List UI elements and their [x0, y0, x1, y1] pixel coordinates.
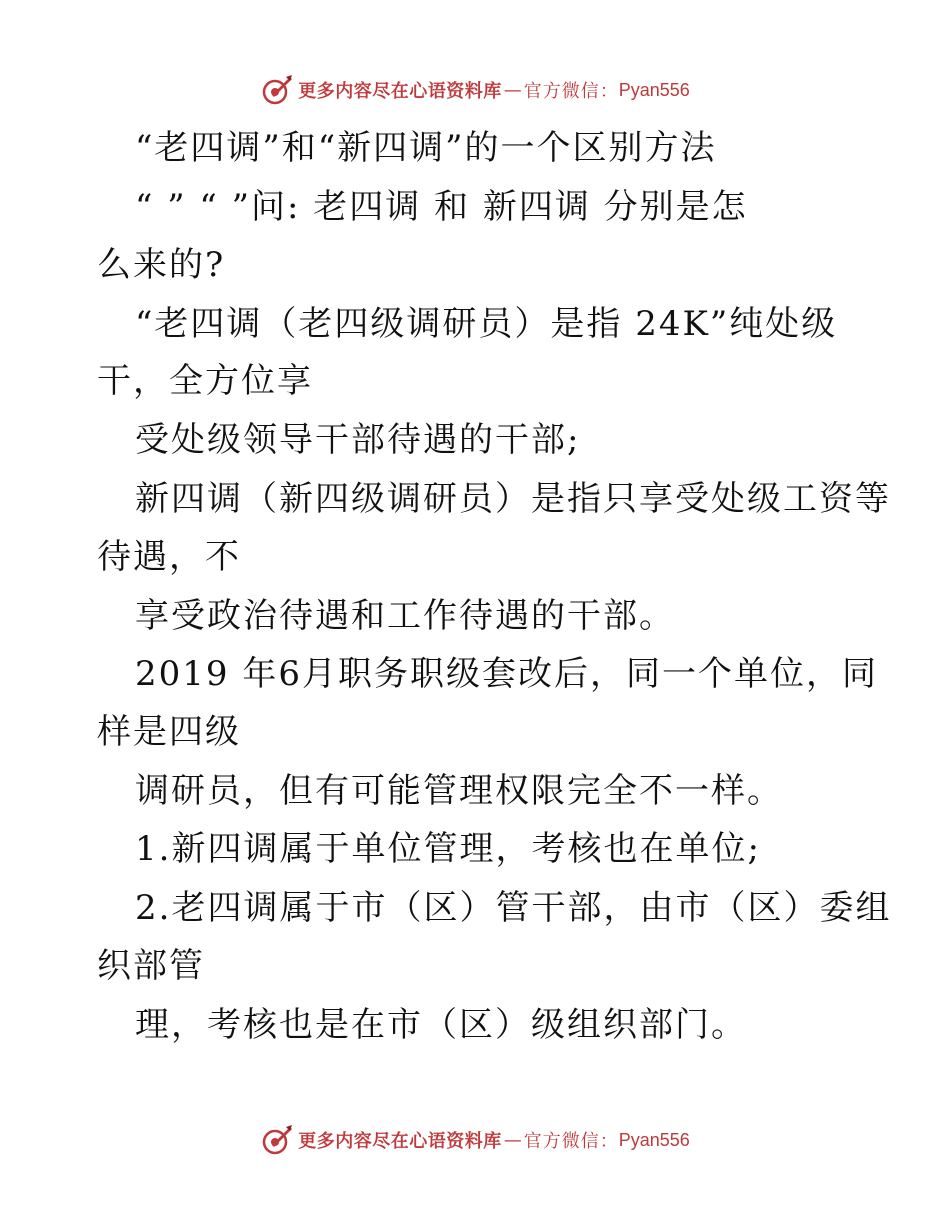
text-line: 样是四级 [97, 712, 241, 752]
text-line: 干，全方位享 [97, 361, 313, 401]
watermark-wechat-label: 官方微信： [523, 81, 619, 102]
text-line: 待遇，不 [97, 537, 241, 577]
document-title: “老四调”和“新四调”的一个区别方法 [135, 128, 717, 168]
quill-logo-icon [260, 1123, 294, 1157]
text-line: 调研员，但有可能管理权限完全不一样。 [135, 771, 783, 811]
watermark-wechat-id: Pyan556 [618, 79, 690, 100]
text-line: 2.老四调属于市（区）管干部，由市（区）委组 [135, 888, 892, 928]
watermark-text: 更多内容尽在心语资料库 [298, 1131, 502, 1152]
watermark-text: 更多内容尽在心语资料库 [298, 81, 502, 102]
text-line: “ ” “ ”问: 老四调 和 新四调 分别是怎 [135, 187, 748, 227]
text-line: “老四调（老四级调研员）是指 24K”纯处级 [135, 304, 838, 344]
text-line: 织部管 [97, 946, 205, 986]
text-line: 受处级领导干部待遇的干部; [135, 420, 581, 460]
text-line: 1.新四调属于单位管理，考核也在单位; [135, 829, 761, 869]
watermark-dash: — [503, 1129, 522, 1151]
text-line: 2019 年6月职务职级套改后，同一个单位，同 [135, 654, 878, 694]
header-watermark [0, 70, 950, 110]
text-line: 理，考核也是在市（区）级组织部门。 [135, 1005, 747, 1045]
watermark-wechat-id: Pyan556 [618, 1129, 690, 1150]
quill-logo-icon [260, 73, 294, 107]
text-line: 么来的? [97, 245, 226, 285]
watermark-dash: — [503, 79, 522, 101]
watermark-wechat-label: 官方微信： [523, 1131, 619, 1152]
text-line: 享受政治待遇和工作待遇的干部。 [135, 596, 675, 636]
text-line: 新四调（新四级调研员）是指只享受处级工资等 [135, 479, 891, 519]
footer-watermark [0, 1120, 950, 1160]
